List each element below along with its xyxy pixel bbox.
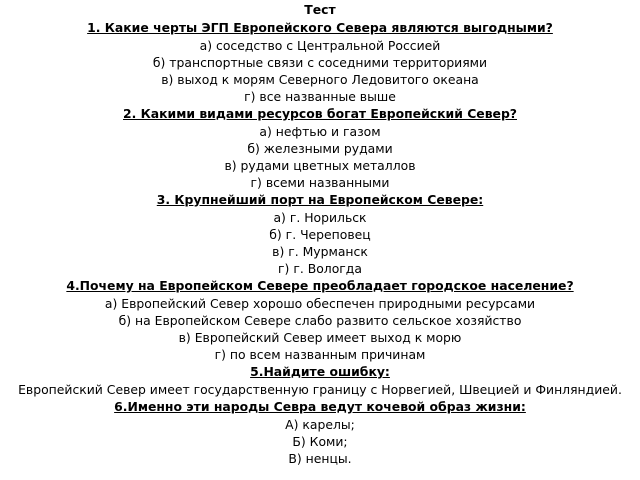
question-1-answer-d: г) все названные выше [244,89,396,104]
question-3-answer-b: б) г. Череповец [269,227,371,242]
question-4-answer-b: б) на Европейском Севере слабо развито сельское хозяйство [118,313,522,328]
question-1-answer-b: б) транспортные связи с соседними территориями [152,55,488,70]
question-4-answer-c: в) Европейский Север имеет выход к морю [178,330,462,345]
question-2-answer-b: б) железными рудами [247,141,393,156]
question-1-answer-a: а) соседство с Центральной Россией [199,38,441,53]
question-4-text: 4.Почему на Европейском Севере преобладает городское население? [66,278,574,293]
question-4-answer-a: а) Европейский Север хорошо обеспечен природными ресурсами [104,296,536,311]
question-6-answer-c: В) ненцы. [288,451,352,466]
question-3-answer-c: в) г. Мурманск [272,244,368,259]
question-5-statement: Европейский Север имеет государственную границу с Норвегией, Швецией и Финляндией. [18,382,622,397]
question-3-answer-a: а) г. Норильск [273,210,367,225]
question-2-answer-c: в) рудами цветных металлов [224,158,416,173]
question-6-answer-b: Б) Коми; [292,434,348,449]
question-3-text: 3. Крупнейший порт на Европейском Севере: [156,192,484,207]
test-title: Тест [304,2,336,17]
question-1-answer-c: в) выход к морям Северного Ледовитого океана [161,72,479,87]
question-3-answer-d: г) г. Вологда [278,261,362,276]
question-6-answer-a: А) карелы; [285,417,355,432]
question-2-answer-d: г) всеми названными [250,175,390,190]
question-2-text: 2. Какими видами ресурсов богат Европейский Север? [123,106,517,121]
question-5-text: 5.Найдите ошибку: [250,364,390,379]
question-2-answer-a: а) нефтью и газом [259,124,381,139]
question-1-text: 1. Какие черты ЭГП Европейского Севера являются выгодными? [87,20,553,35]
question-4-answer-d: г) по всем названным причинам [214,347,426,362]
question-6-text: 6.Именно эти народы Севра ведут кочевой образ жизни: [114,399,526,414]
